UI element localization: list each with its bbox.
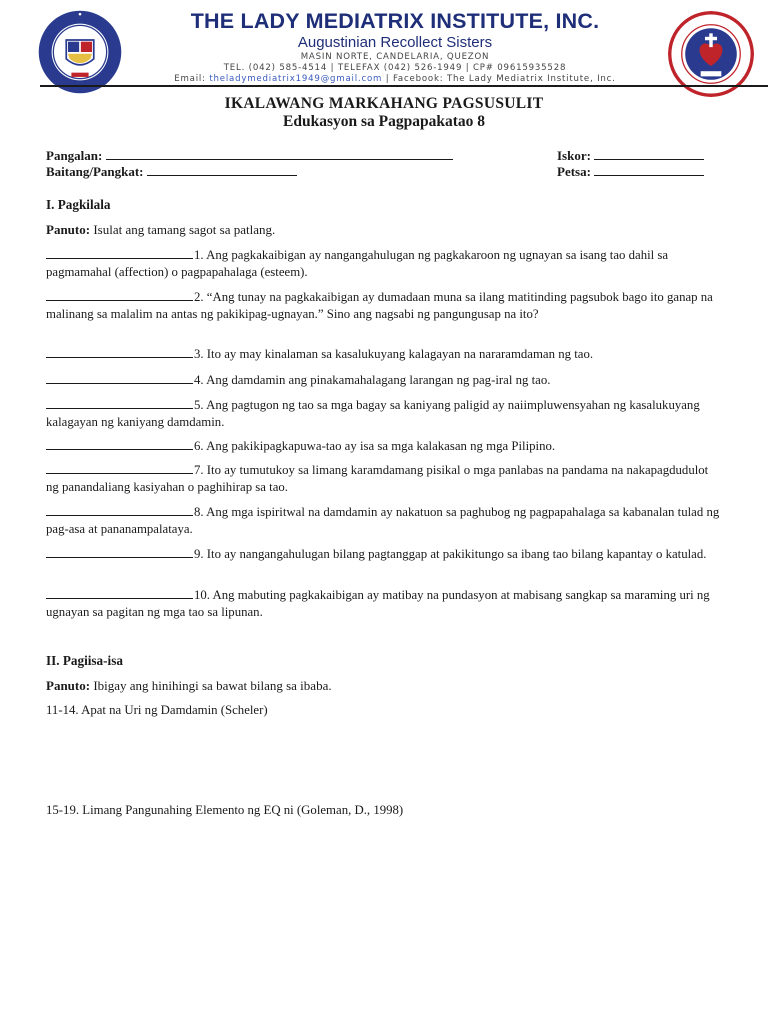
email-link[interactable]: theladymediatrix1949@gmail.com	[209, 74, 383, 84]
answer-blank[interactable]	[46, 504, 193, 516]
part2-instruction	[46, 678, 332, 694]
question-text: 9. Ito ay nangangahulugan bilang pagtanggap at pakikitungo sa ibang tao bilang kapantay o katulad.	[194, 547, 707, 561]
answer-blank[interactable]	[46, 397, 193, 409]
question-item	[46, 587, 724, 620]
date-blank[interactable]	[594, 165, 704, 176]
question-item	[46, 504, 724, 537]
question-text: 10. Ang mabuting pagkakaibigan ay matibay na pundasyon at mabisang sangkap sa maraming uri ng ugnayan sa pagitan ng mga tao sa lipunan.	[46, 588, 710, 619]
question-text: 1. Ang pagkakaibigan ay nangangahulugan ng pagkakaroon ng ugnayan sa isang tao dahil sa pagmamahal (affection) o pagpapahalaga (esteem).	[46, 248, 669, 279]
question-item	[46, 546, 724, 563]
question-text: 8. Ang mga ispiritwal na damdamin ay nakatuon sa paghubog ng pagpapahalaga sa kabanalan tulad ng pag-asa at pananampalataya.	[46, 505, 720, 536]
grade-field	[46, 164, 297, 180]
question-item	[46, 247, 724, 280]
question-text: 4. Ang damdamin ang pinakamahalagang larangan ng pag-iral ng tao.	[194, 373, 551, 387]
date-field	[557, 164, 704, 180]
question-text: 3. Ito ay may kinalaman sa kasalukuyang kalagayan na nararamdaman ng tao.	[194, 347, 594, 361]
score-label: Iskor:	[557, 148, 591, 163]
question-item	[46, 372, 724, 389]
part1-heading: I. Pagkilala	[46, 197, 111, 212]
answer-blank[interactable]	[46, 546, 193, 558]
school-telephone: TEL. (042) 585-4514 | TELEFAX (042) 526-1949 | CP# 09615935528	[223, 63, 567, 73]
answer-blank[interactable]	[46, 462, 193, 474]
question-item	[46, 462, 724, 495]
part1-instruction	[46, 222, 275, 238]
name-blank[interactable]	[106, 149, 453, 160]
congregation-name: Augustinian Recollect Sisters	[297, 34, 493, 51]
question-item-11-14: 11-14. Apat na Uri ng Damdamin (Scheler)	[46, 703, 268, 717]
school-seal-logo	[37, 9, 123, 95]
school-contact	[130, 74, 660, 85]
name-label: Pangalan:	[46, 148, 103, 163]
answer-blank[interactable]	[46, 289, 193, 301]
exam-title: IKALAWANG MARKAHANG PAGSUSULIT	[224, 95, 544, 112]
question-item	[46, 397, 724, 430]
school-address: MASIN NORTE, CANDELARIA, QUEZON	[300, 52, 490, 62]
question-item	[46, 289, 724, 322]
date-label: Petsa:	[557, 164, 591, 179]
part2-instruction-text: Ibigay ang hinihingi sa bawat bilang sa ibaba.	[90, 678, 332, 693]
part2-heading: II. Pagiisa-isa	[46, 653, 123, 668]
name-field	[46, 148, 453, 164]
school-name: THE LADY MEDIATRIX INSTITUTE, INC.	[190, 9, 600, 33]
part2-instruction-label: Panuto:	[46, 678, 91, 693]
score-field	[557, 148, 704, 164]
question-item	[46, 438, 724, 455]
grade-blank[interactable]	[147, 165, 297, 176]
question-text: 7. Ito ay tumutukoy sa limang karamdamang pisikal o mga panlabas na pandama na nakapagdudulot ng panandaliang kasiyahan o paghihirap sa tao.	[46, 463, 709, 494]
part1-instruction-text: Isulat ang tamang sagot sa patlang.	[90, 222, 276, 237]
answer-blank[interactable]	[46, 587, 193, 599]
question-item-15-19: 15-19. Limang Pangunahing Elemento ng EQ ni (Goleman, D., 1998)	[46, 803, 404, 817]
question-text: 6. Ang pakikipagkapuwa-tao ay isa sa mga kalakasan ng mga Pilipino.	[194, 439, 556, 453]
grade-label: Baitang/Pangkat:	[46, 164, 144, 179]
exam-subject: Edukasyon sa Pagpapakatao 8	[283, 113, 485, 130]
answer-blank[interactable]	[46, 438, 193, 450]
question-text: 2. “Ang tunay na pagkakaibigan ay dumadaan muna sa ilang matitinding pagsubok bago ito ganap na malinang sa malalim na antas ng pakikipag-ugnayan.” Sino ang nagsabi ng pangungusap na ito?	[46, 290, 713, 321]
email-label: Email:	[174, 74, 210, 84]
answer-blank[interactable]	[46, 346, 193, 358]
facebook-text: | Facebook: The Lady Mediatrix Institute, Inc.	[382, 74, 616, 84]
answer-blank[interactable]	[46, 372, 193, 384]
question-text: 5. Ang pagtugon ng tao sa mga bagay sa kaniyang paligid ay naiimpluwensyahan ng kasalukuyang kalagayan ng kaniyang damdamin.	[46, 398, 700, 429]
header-divider	[40, 85, 768, 87]
letterhead	[130, 8, 660, 85]
question-item	[46, 346, 724, 363]
answer-blank[interactable]	[46, 247, 193, 259]
score-blank[interactable]	[594, 149, 704, 160]
part1-instruction-label: Panuto:	[46, 222, 91, 237]
